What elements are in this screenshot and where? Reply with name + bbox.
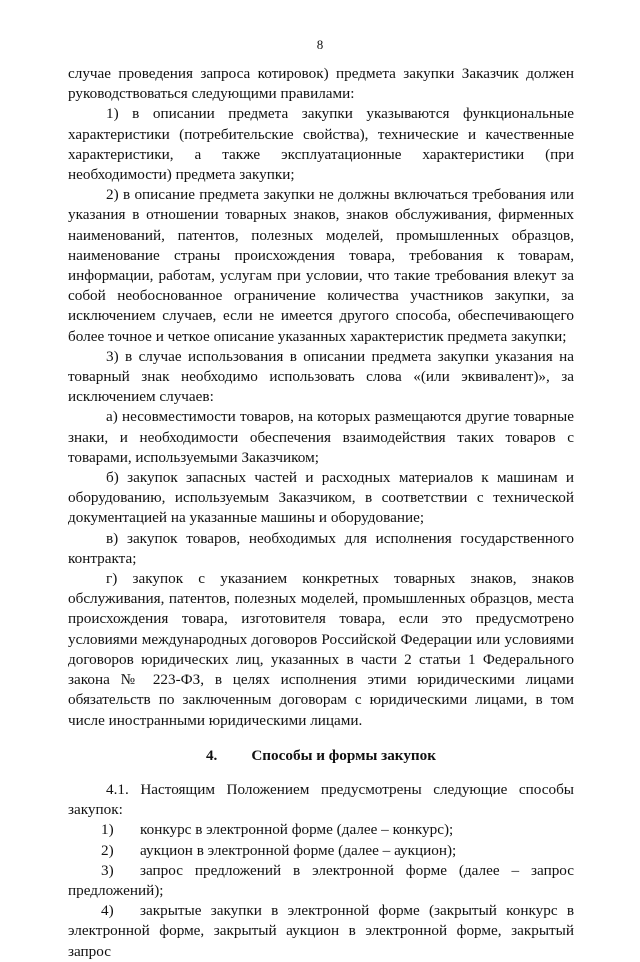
paragraph: случае проведения запроса котировок) предмета закупки Заказчик должен руководствоваться следующими правилами: [68, 65, 574, 103]
page-body [68, 64, 574, 962]
list-item [68, 820, 574, 840]
list-item [68, 861, 574, 881]
list-item [68, 841, 574, 861]
paragraph: а) несовместимости товаров, на которых размещаются другие товарные знаки, и необходимости обеспечения взаимодействия таких товаров с товарами, используемыми Заказчиком; [68, 408, 574, 466]
section-number: 4. [205, 746, 218, 764]
list-item-continuation: электронной форме, закрытый аукцион в электронной форме, закрытый запрос [68, 922, 574, 960]
section-heading [68, 746, 574, 766]
list-item-text: конкурс в электронной форме (далее – конкурс); [140, 821, 454, 839]
list-item-number: 3) [101, 861, 114, 879]
paragraph: 2) в описание предмета закупки не должны включаться требования или указания в отношении товарных знаков, знаков обслуживания, фирменных наименований, патентов, полезных моделей, промышленных образцов, наименование страны происхождения товара, требования к товарам, информации, работам, услугам при условии, что такие требования влекут за собой необоснованное ограничение количества участников закупки, за исключением случаев, если не имеется другого способа, обеспечивающего более точное и четкое описание указанных характеристик предмета закупки; [68, 186, 574, 345]
clause-4-1: 4.1. Настоящим Положением предусмотрены следующие способы закупок: [68, 780, 574, 819]
list-item-text: запрос предложений в электронной форме (далее – запрос [140, 861, 574, 879]
paragraph: г) закупок с указанием конкретных товарных знаков, знаков обслуживания, патентов, полезных моделей, промышленных образцов, места происхождения товара, изготовителя товара, если это предусмотрено условиями международных договоров Российской Федерации или условиями договоров юридических лиц, указанных в части 2 статьи 1 Федерального закона № 223-ФЗ, в целях исполнения этими юридическими лицами обязательств по заключенным договорам с юридическими лицами, в том числе иностранными юридическими лицами. [68, 570, 574, 729]
paragraph: б) закупок запасных частей и расходных материалов к машинам и оборудованию, используемым Заказчиком, в соответствии с технической документацией на указанные машины и оборудование; [68, 469, 574, 527]
list-item-text: аукцион в электронной форме (далее – аукцион); [140, 841, 457, 859]
page-number: 8 [316, 37, 324, 52]
list-item-continuation: предложений); [68, 881, 164, 899]
section-title: Способы и формы закупок [251, 746, 437, 764]
paragraph: 3) в случае использования в описании предмета закупки указания на товарный знак необходимо использовать слова «(или эквивалент)», за исключением случаев: [68, 347, 574, 406]
paragraph: 1) в описании предмета закупки указываются функциональные характеристики (потребительские свойства), технические и качественные характеристики, а также эксплуатационные характеристики (при необходимости) предмета закупки; [68, 105, 574, 184]
list-item-text: закрытые закупки в электронной форме (закрытый конкурс в [140, 902, 574, 920]
list-item-number: 4) [101, 902, 114, 920]
list-item-number: 2) [101, 841, 114, 859]
list-item [68, 901, 574, 921]
list-item-number: 1) [101, 821, 114, 839]
paragraph: в) закупок товаров, необходимых для исполнения государственного контракта; [68, 529, 574, 567]
